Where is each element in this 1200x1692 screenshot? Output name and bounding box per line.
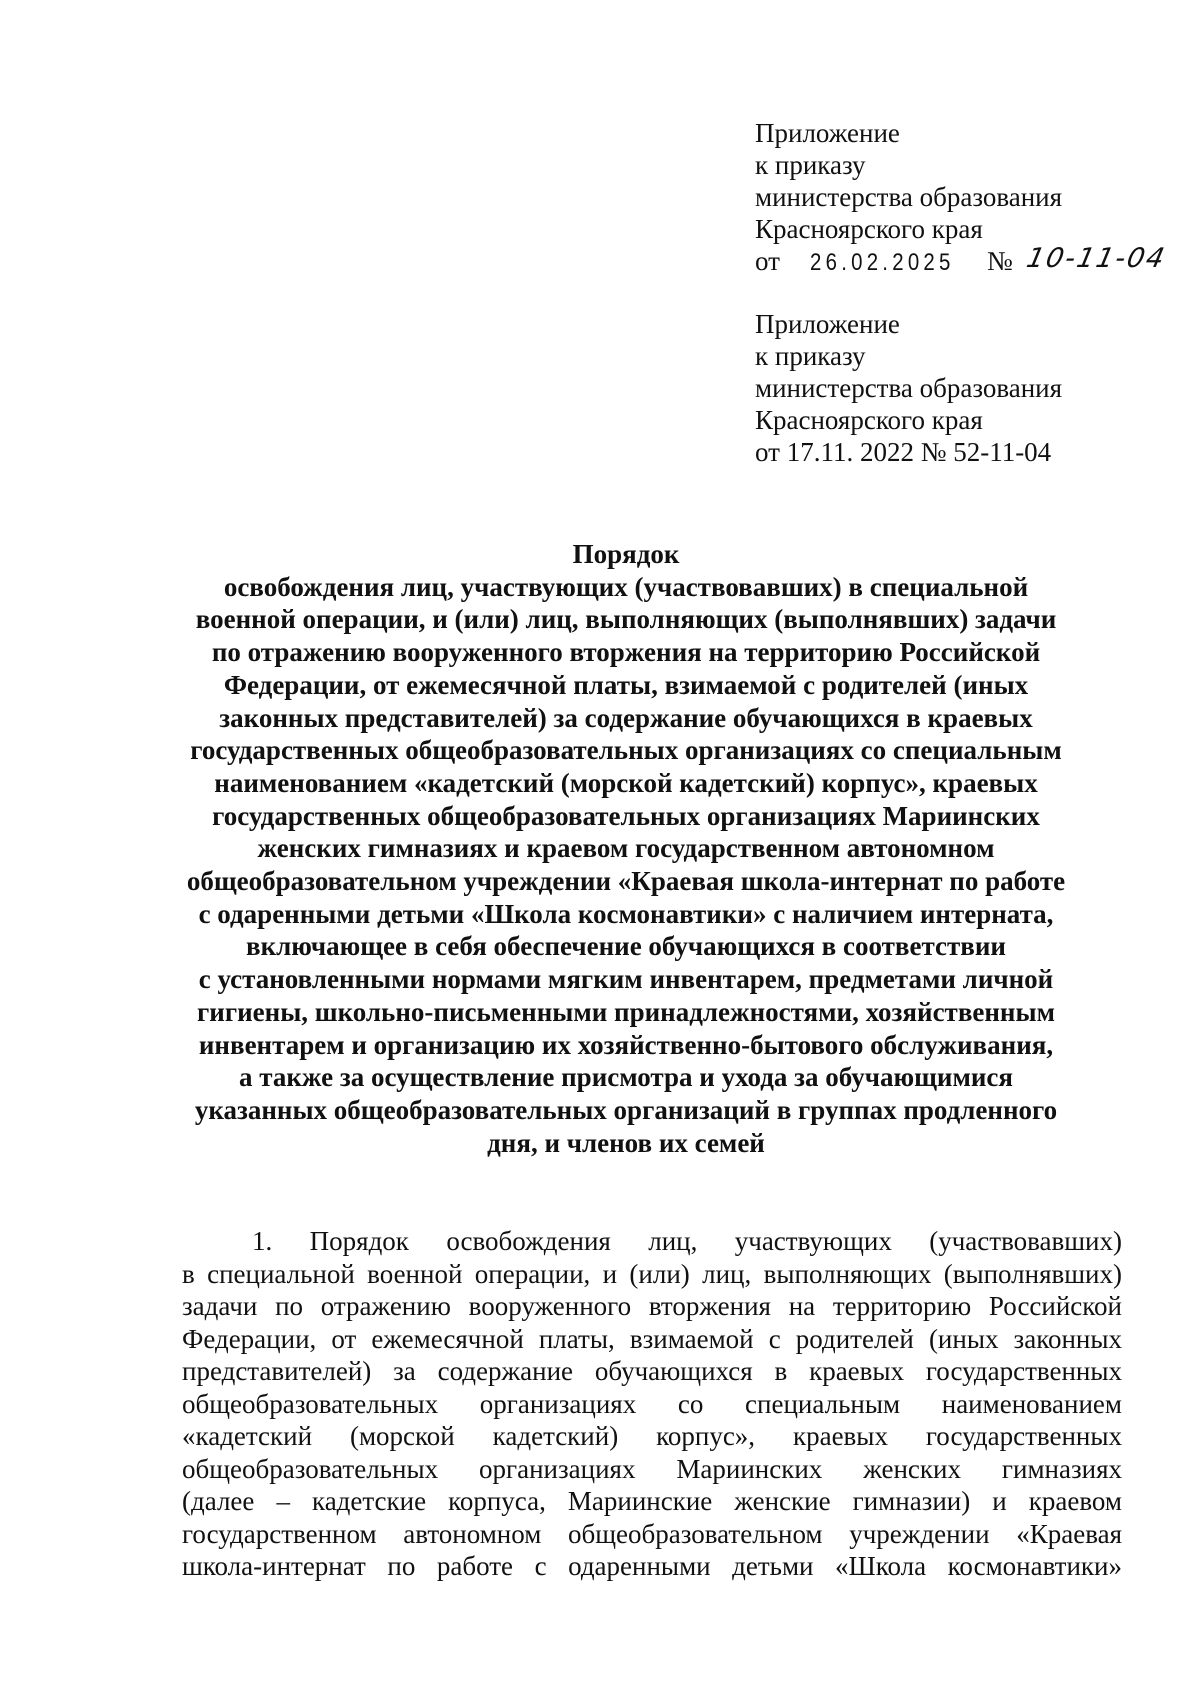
appendix-label: Приложение [755, 118, 900, 148]
title-line: гигиены, школьно-письменными принадлежностями, хозяйственным [197, 996, 1055, 1027]
title-heading: Порядок [572, 539, 680, 569]
title-line: женских гимназиях и краевом государственном автономном [257, 833, 995, 864]
paragraph-line: школа-интернат по работе с одаренными детьми «Школа космонавтики» [182, 1551, 1122, 1581]
appendix-header-current [755, 117, 1169, 277]
appendix-region: Красноярского края [755, 214, 983, 244]
appendix-region: Красноярского края [755, 405, 983, 435]
document-title [170, 538, 1082, 1159]
paragraph-line: (далее – кадетские корпуса, Мариинские женские гимназии) и краевом [182, 1486, 1122, 1516]
title-line: дня, и членов их семей [487, 1127, 765, 1158]
appendix-date-number: от 17.11. 2022 № 52-11-04 [755, 437, 1052, 467]
title-line: указанных общеобразовательных организаций в группах продленного [194, 1094, 1058, 1125]
title-line: а также за осуществление присмотра и ухода за обучающимися [238, 1062, 1014, 1093]
title-line: государственных общеобразовательных организациях Мариинских [212, 800, 1040, 831]
title-line: включающее в себя обеспечение обучающихся в соответствии [245, 931, 1006, 962]
title-line: Федерации, от ежемесячной платы, взимаемой с родителей (иных [223, 669, 1029, 700]
appendix-label: Приложение [755, 309, 900, 339]
title-line: общеобразовательном учреждении «Краевая школа-интернат по работе [186, 866, 1066, 897]
title-line: по отражению вооруженного вторжения на территорию Российской [211, 637, 1041, 668]
title-line: законных представителей) за содержание обучающихся в краевых [219, 702, 1033, 733]
paragraph-line: государственном автономном общеобразовательном учреждении «Краевая [182, 1518, 1122, 1549]
date-from-label: от [755, 246, 780, 276]
number-sign: № [987, 246, 1013, 276]
title-line: наименованием «кадетский (морской кадетский) корпус», краевых [214, 767, 1038, 798]
appendix-date-line [755, 243, 1169, 277]
paragraph-line: Федерации, от ежемесячной платы, взимаемой с родителей (иных законных [182, 1323, 1122, 1354]
paragraph-line: 1. Порядок освобождения лиц, участвующих (участвовавших) [252, 1226, 1122, 1256]
paragraph-line: в специальной военной операции, и (или) лиц, выполняющих (выполнявших) [182, 1258, 1122, 1289]
date-stamp: 26.02.2025 [810, 249, 955, 276]
appendix-header-previous [755, 308, 1062, 468]
title-line: государственных общеобразовательных организациях со специальным [190, 735, 1062, 766]
paragraph-line: «кадетский (морской кадетский) корпус», краевых государственных [182, 1421, 1122, 1451]
title-line: военной операции, и (или) лиц, выполняющих (выполнявших) задачи [195, 604, 1057, 635]
paragraph-1 [182, 1225, 1122, 1583]
title-line: инвентарем и организацию их хозяйственно-бытового обслуживания, [198, 1029, 1054, 1060]
appendix-ministry: министерства образования [755, 182, 1063, 212]
paragraph-line: общеобразовательных организациях Мариинских женских гимназиях [182, 1453, 1122, 1484]
appendix-ministry: министерства образования [755, 373, 1063, 403]
paragraph-line: задачи по отражению вооруженного вторжения на территорию Российской [182, 1291, 1122, 1321]
title-line: освобождения лиц, участвующих (участвовавших) в специальной [223, 571, 1029, 602]
appendix-to-order: к приказу [755, 341, 866, 371]
paragraph-line: представителей) за содержание обучающихся в краевых государственных [182, 1356, 1122, 1386]
handwritten-order-number: 10-11-04 [1023, 243, 1169, 274]
appendix-to-order: к приказу [755, 150, 866, 180]
title-line: с установленными нормами мягким инвентарем, предметами личной [198, 964, 1054, 995]
title-line: с одаренными детьми «Школа космонавтики» с наличием интерната, [198, 898, 1054, 929]
paragraph-line: общеобразовательных организациях со специальным наименованием [182, 1388, 1122, 1419]
